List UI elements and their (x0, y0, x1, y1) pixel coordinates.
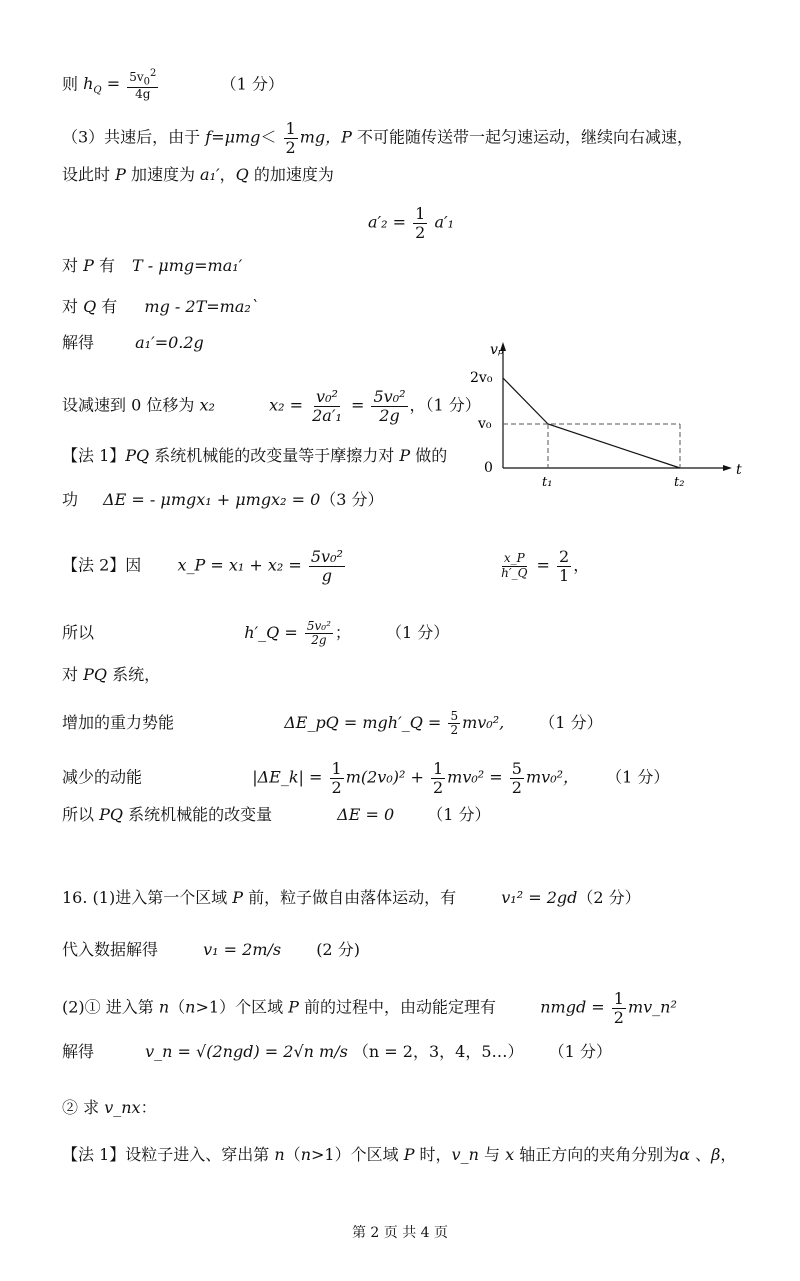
ratio-fraction: $\frac{x\_P}{h'\_Q}$ (501, 551, 528, 580)
work-line (62, 490, 384, 510)
tick-v0: v₀ (478, 416, 492, 432)
rhs: a′₁ (434, 212, 455, 232)
solve-a1-line (62, 333, 204, 353)
equation: v₁ = 2m/s (203, 940, 282, 959)
v1-result-line (62, 940, 360, 960)
score: （1 分） (606, 767, 670, 787)
mu-mg: μmg (224, 127, 261, 147)
y-axis-label: vₚ (490, 342, 504, 358)
text: 解得 (62, 1042, 95, 1061)
hq-prime-line (62, 620, 449, 647)
p-symbol: P (288, 997, 299, 1017)
page-footer: 第 2 页 共 4 页 (351, 1225, 449, 1241)
equation: nmgd = (540, 997, 605, 1017)
text: 所以 (62, 805, 100, 824)
part-1: m(2v₀)² + (345, 767, 424, 787)
ratio-value: $\frac{2}{1}$ (559, 547, 570, 585)
text: 、 (690, 1145, 712, 1164)
potential-energy-line (62, 710, 603, 737)
method1-angle-line (62, 1145, 736, 1165)
text: 不可能随传送带一起匀速运动，继续向右减速， (351, 127, 693, 147)
text: 所以 (62, 623, 95, 643)
equation: a₁′=0.2g (135, 333, 204, 352)
half-fraction: $\frac{1}{2}$ (613, 989, 624, 1027)
text: 减少的动能 (62, 767, 143, 787)
text: （3）共速后，由于 (62, 127, 206, 147)
score: （1 分） (220, 74, 284, 94)
n-symbol: n (158, 997, 170, 1017)
q-symbol: Q (235, 165, 249, 184)
text: 前，粒子做自由落体运动，有 (243, 888, 457, 907)
score: (2 分) (316, 940, 360, 959)
p-symbol: P (115, 165, 126, 184)
q16-part1-line (62, 888, 641, 908)
text: 对 (62, 665, 84, 684)
hq-fraction: $\frac{5v_0^2}{4g}$ (129, 68, 157, 102)
pq-symbol: PQ (99, 805, 123, 824)
mech-energy-change-line (62, 805, 491, 825)
text: ， (219, 165, 236, 184)
x-axis-label: t (736, 462, 742, 478)
text: 16. (1)进入第一个区域 (62, 888, 233, 907)
n-symbol: n (274, 1145, 285, 1164)
text: 设减速到 0 位移为 (62, 395, 200, 415)
p-symbol: P (341, 127, 352, 147)
hq-symbol: $h_Q$ = (83, 74, 121, 97)
score: （1 分） (427, 805, 491, 824)
score: （1 分） (539, 713, 603, 733)
lhs: a′₂ = (368, 212, 407, 232)
text: （ (169, 997, 186, 1017)
vn-result-line (62, 1042, 612, 1062)
text: 轴正方向的夹角分别为 (514, 1145, 680, 1164)
equation: ΔE = 0 (337, 805, 395, 824)
half-2: $\frac{1}{2}$ (432, 759, 444, 797)
score: （1 分） (548, 1042, 612, 1061)
velocity-time-graph (470, 338, 760, 498)
tick-zero: 0 (484, 460, 493, 476)
x2-symbol: x₂ (199, 395, 215, 415)
mg-text: mg， (299, 127, 342, 147)
vn-symbol: v_n (451, 1145, 479, 1164)
text: 系统， (106, 665, 161, 684)
tick-t1: t₁ (542, 475, 553, 490)
p-symbol: P (232, 888, 244, 907)
p-symbol: P (83, 256, 94, 275)
n-symbol: n (185, 997, 196, 1017)
q-equation-line (62, 297, 259, 317)
text: 解得 (62, 333, 95, 352)
n-symbol: n (300, 1145, 311, 1164)
accel-relation (368, 205, 454, 241)
semicolon: ； (334, 623, 351, 643)
prefix-text: 则 (62, 74, 79, 94)
fraction-1: $\frac{\text{v₀²}}{\text{2a′₁}}$ (312, 387, 342, 425)
text: ： (140, 1098, 157, 1117)
equation: |ΔE_k| = (252, 767, 323, 787)
equation: mg - 2T=ma₂` (144, 297, 259, 316)
lt-sign: ＜ (260, 127, 277, 147)
x2-line (62, 388, 481, 424)
score: ，（1 分） (409, 395, 481, 415)
q16-part2-line (62, 990, 677, 1026)
score: （1 分） (386, 623, 450, 643)
equals: = (350, 395, 365, 415)
five-halves: $\frac{5}{2}$ (450, 709, 459, 738)
text: >1）个区域 (195, 997, 289, 1017)
fraction-2: $\frac{\text{5v₀²}}{2g}$ (373, 387, 406, 425)
method1-line (62, 446, 447, 466)
part-3: mv₀²， (525, 767, 580, 787)
pq-symbol: PQ (83, 665, 107, 684)
text: 前的过程中，由动能定理有 (298, 997, 497, 1017)
accel-def-line (62, 165, 334, 185)
pq-symbol: PQ (125, 446, 150, 465)
equation: v_n = √(2ngd) = 2√n m/s (145, 1042, 348, 1061)
lhs: h′_Q = (244, 623, 298, 643)
f-symbol: f (205, 127, 212, 147)
tick-t2: t₂ (674, 475, 685, 490)
velocity-curve (503, 378, 680, 468)
hq-result-line (62, 68, 284, 102)
half-fraction: $\frac{1}{2}$ (415, 204, 426, 242)
text: 设此时 (62, 165, 116, 184)
find-vnx-line (62, 1098, 157, 1118)
method-label: 【法 2】因 (62, 555, 142, 575)
text: >1）个区域 (311, 1145, 404, 1164)
text: 系统机械能的改变量 (122, 805, 273, 824)
text: 与 (478, 1145, 506, 1164)
tick-2v0: 2v₀ (470, 370, 493, 386)
text: 有 (93, 256, 115, 275)
q-symbol: Q (83, 297, 97, 316)
a1-symbol: a₁′ (200, 165, 220, 184)
text: 对 (62, 297, 84, 316)
text: ， (720, 1145, 737, 1164)
half-1: $\frac{1}{2}$ (331, 759, 342, 797)
beta-symbol: β (711, 1145, 721, 1164)
part-2: mv₀² = (447, 767, 503, 787)
part3-intro-line (62, 120, 693, 156)
text: （ (284, 1145, 301, 1164)
text: 代入数据解得 (62, 940, 159, 959)
tail: mv₀², (462, 713, 505, 733)
method2-line (62, 548, 589, 584)
condition: （n = 2，3，4，5…） (352, 1042, 524, 1061)
equals: = (536, 555, 550, 575)
text: 功 (62, 490, 79, 509)
text: 增加的重力势能 (62, 713, 175, 733)
text: 对 (62, 256, 84, 275)
alpha-symbol: α (679, 1145, 691, 1164)
five-halves: $\frac{5}{2}$ (511, 759, 522, 797)
text: 系统机械能的改变量等于摩擦力对 (149, 446, 400, 465)
p-symbol: P (399, 446, 411, 465)
xp-equation: x_P = x₁ + x₂ = (177, 555, 302, 575)
equation: v₁² = 2gd (501, 888, 578, 907)
tail: mv_n² (627, 997, 677, 1017)
vnx-symbol: v_nx (104, 1098, 141, 1117)
equation: T - μmg=ma₁′ (132, 256, 243, 275)
lhs: x₂ = (269, 395, 304, 415)
text: ② 求 (62, 1098, 105, 1117)
method-label: 【法 1】设粒子进入、穿出第 (62, 1145, 275, 1164)
p-equation-line (62, 256, 242, 276)
comma: ， (573, 555, 590, 575)
text: 加速度为 (125, 165, 201, 184)
kinetic-energy-line (62, 760, 669, 796)
text: 有 (96, 297, 118, 316)
score: （3 分） (320, 490, 384, 509)
p-symbol: P (403, 1145, 415, 1164)
score: （2 分） (577, 888, 641, 907)
x-axis-arrow (723, 465, 732, 471)
equation: ΔE_pQ = mgh′_Q = (284, 713, 442, 733)
text: 的加速度为 (248, 165, 334, 184)
text: (2)① 进入第 (62, 997, 159, 1017)
x-symbol: x (505, 1145, 515, 1164)
text: 时， (414, 1145, 452, 1164)
method-label: 【法 1】 (62, 446, 126, 465)
hq-fraction: $\frac{\text{5v₀²}}{2g}$ (306, 619, 331, 648)
xp-fraction: $\frac{\text{5v₀²}}{g}$ (310, 547, 343, 585)
text: = (211, 127, 225, 147)
pq-system-line (62, 665, 160, 685)
equation: ΔE = - μmgx₁ + μmgx₂ = 0 (103, 490, 321, 509)
text: 做的 (410, 446, 448, 465)
half-fraction: $\frac{1}{2}$ (285, 119, 296, 157)
